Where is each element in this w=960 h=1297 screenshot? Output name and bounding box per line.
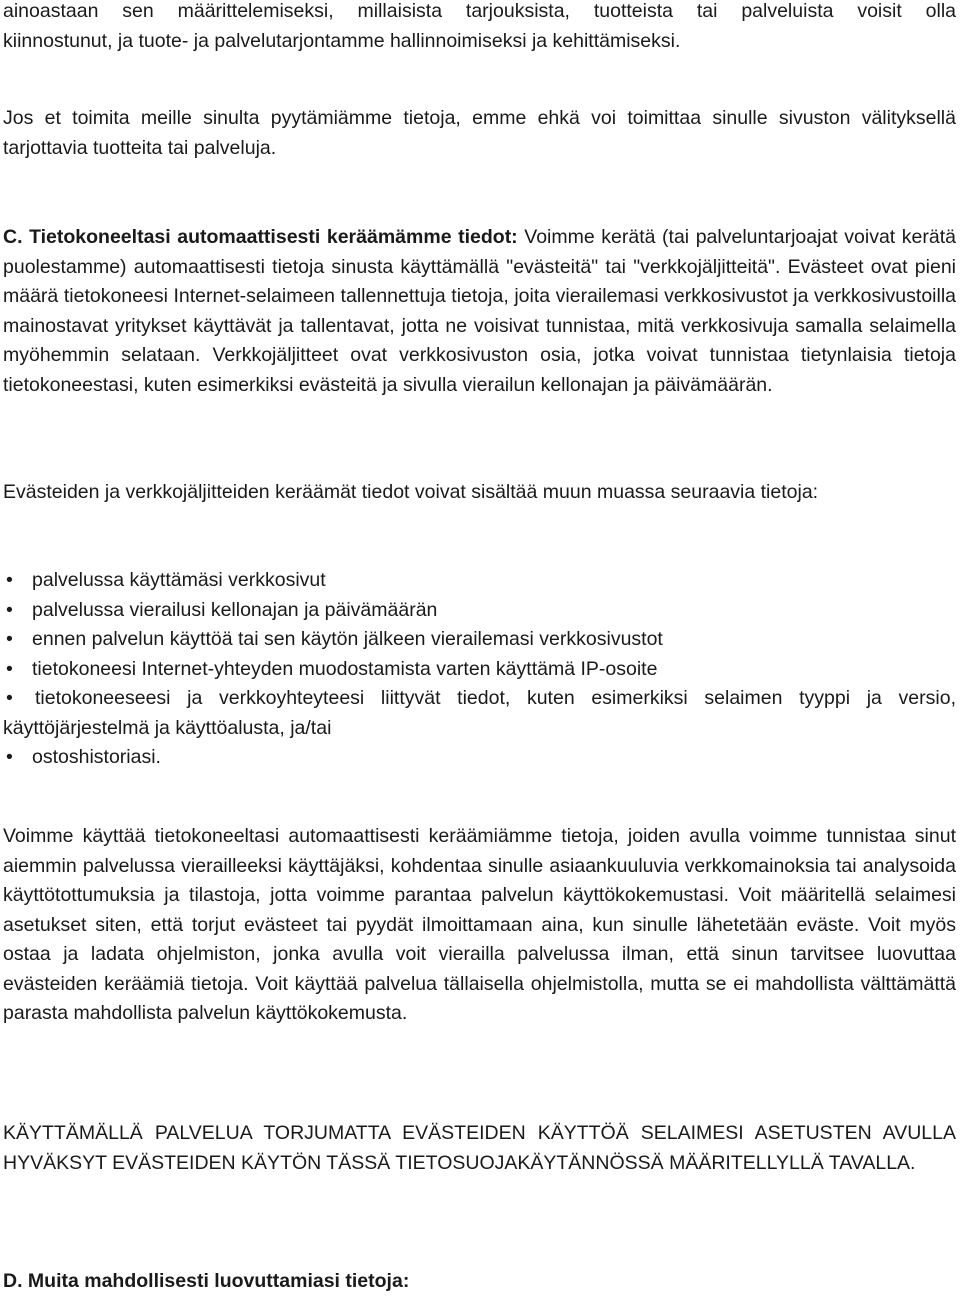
bullet-icon: • xyxy=(6,569,13,591)
cookie-data-list xyxy=(3,566,956,773)
intro-line-1: ainoastaan sen määrittelemiseksi, millaisista tarjouksista, tuotteista tai palveluista voisit olla xyxy=(3,0,956,22)
bullet-icon: • xyxy=(6,657,13,680)
section-d-heading: D. Muita mahdollisesti luovuttamiasi tietoja: xyxy=(3,1270,410,1292)
cookie-intro-text: Evästeiden ja verkkojäljitteiden keräämät tiedot voivat sisältää muun muassa seuraavia tietoja: xyxy=(3,481,819,503)
list-item: • ennen palvelun käyttöä tai sen käytön jälkeen vierailemasi verkkosivustot xyxy=(3,625,956,655)
list-item: • tietokoneesi Internet-yhteyden muodostamista varten käyttämä IP-osoite xyxy=(3,655,956,685)
bullet-icon: • xyxy=(6,628,13,650)
list-item: • palvelussa vierailusi kellonajan ja päivämäärän xyxy=(3,596,956,626)
list-item: • ostoshistoriasi. xyxy=(3,743,956,773)
section-c-paragraph xyxy=(3,223,956,400)
intro-line-2: kiinnostunut, ja tuote- ja palvelutarjontamme hallinnoimiseksi ja kehittämiseksi. xyxy=(3,29,681,52)
bullet-icon: • xyxy=(6,598,13,621)
paragraph-no-info: Jos et toimita meille sinulta pyytämiämme tietoja, emme ehkä voi toimittaa sinulle sivuston välityksellä tarjottavia tuotteita tai palveluja. xyxy=(3,107,956,159)
list-item: • palvelussa käyttämäsi verkkosivut xyxy=(3,566,956,596)
intro-continuation xyxy=(3,0,956,56)
bullet-icon: • xyxy=(6,687,13,709)
paragraph-usage: Voimme käyttää tietokoneeltasi automaattisesti keräämiämme tietoja, joiden avulla voimme tunnistaa sinut aiemmin palvelussa vierailleeksi käyttäjäksi, kohdentaa sinulle asiaankuuluvia verkkomainoksia tai analysoida käyttötottumuksia ja tilastoja, jotta voimme parantaa palvelun käyttökokemustasi. Voit määritellä selaimesi asetukset siten, että torjut evästeet tai pyydät ilmoittamaan aina, kun sinulle lähetetään eväste. Voit myös ostaa ja ladata ohjelmiston, jonka avulla voit vierailla palvelussa ilman, että sinun tarvitsee luovuttaa evästeiden keräämiä tietoja. Voit käyttää palvelua tällaisella ohjelmistolla, mutta se ei mahdollista välttämättä parasta mahdollista palvelun käyttökokemusta. xyxy=(3,825,956,1024)
list-item: • tietokoneeseesi ja verkkoyhteyteesi liittyvät tiedot, kuten esimerkiksi selaimen tyyppi ja versio, käyttöjärjestelmä ja käyttöalusta, ja/tai xyxy=(3,684,956,743)
section-c-heading: C. Tietokoneeltasi automaattisesti keräämämme tiedot: xyxy=(3,226,518,248)
section-c-body: Voimme kerätä (tai palveluntarjoajat voivat kerätä puolestamme) automaattisesti tietoja sinusta käyttämällä "evästeitä" tai "verkkojäljitteitä". Evästeet ovat pieni määrä tietokoneesi Internet-selaimeen tallennettuja tietoja, joita vierailemasi verkkosivustot ja verkkosivustoilla mainostavat yritykset käyttävät ja tallentavat, jotta ne voisivat tunnistaa, mitä verkkosivuja samalla selaimella myöhemmin selataan. Verkkojäljitteet ovat verkkosivuston osia, jotka voivat tunnistaa tietynlaisia tietoja tietokoneestasi, kuten esimerkiksi evästeitä ja sivulla vierailun kellonajan ja päivämäärän. xyxy=(3,226,956,396)
consent-notice-caps: KÄYTTÄMÄLLÄ PALVELUA TORJUMATTA EVÄSTEIDEN KÄYTTÖÄ SELAIMESI ASETUSTEN AVULLA HYVÄKSYT EVÄSTEIDEN KÄYTÖN TÄSSÄ TIETOSUOJAKÄYTÄNNÖSSÄ MÄÄRITELLYLLÄ TAVALLA. xyxy=(3,1122,956,1174)
bullet-icon: • xyxy=(6,746,13,768)
